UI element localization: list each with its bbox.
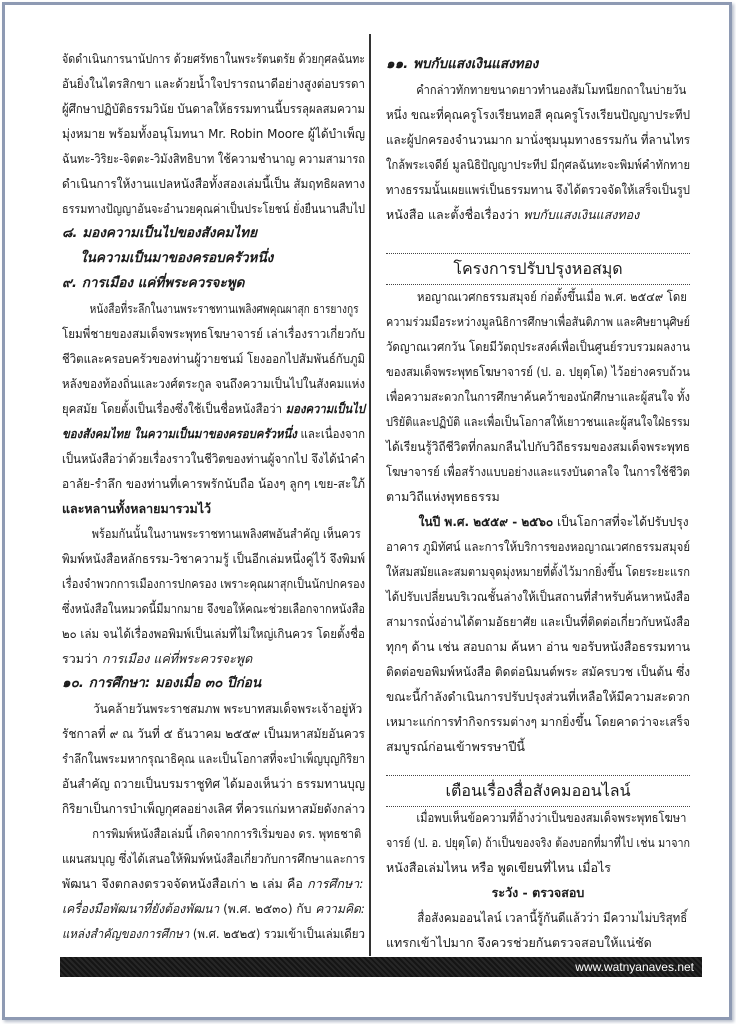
emphasis-text: มองความเป็นไป (285, 401, 365, 416)
text-line (62, 371, 365, 396)
text-line (62, 921, 365, 946)
text-span: ทางธรรมนั้นเผยแพร่เป็นธรรมทาน จึงได้ตรวจจัดให้เสร็จเป็นรูป (386, 182, 690, 197)
emphasis-text: พบกับแสงเงินแสงทอง (523, 207, 640, 222)
text-span: สื่อสังคมออนไลน์ เวลานี้รู้กันดีแล้วว่า มีความไม่บริสุทธิ์ (417, 910, 688, 925)
text-line (62, 896, 365, 921)
text-span: ปริยัติและปฏิบัติ และเพื่อเป็นโอกาสให้เยาวชนและผู้สนใจใฝ่ธรรม (386, 414, 690, 429)
text-line (62, 621, 365, 646)
text-line (62, 46, 365, 71)
section-heading (62, 246, 365, 271)
text-line (62, 196, 365, 221)
text-line (62, 771, 365, 796)
text-line (62, 871, 365, 896)
library-section-body (386, 284, 690, 759)
text-span: การพิมพ์หนังสือเล่มนี้ เกิดจากการริเริ่มของ ดร. พุทธชาติ (92, 826, 362, 841)
text-span: กิริยาเป็นการบำเพ็ญกุศลอย่างเลิศ ที่ควรแก่มหาสมัยดังกล่าว (62, 801, 365, 816)
text-span: พิมพ์หนังสือหลักธรรม-วิชาความรู้ เป็นอีกเล่มหนึ่งคู่ไว้ จึงพิมพ์ (62, 551, 365, 566)
text-line (386, 459, 690, 484)
emphasis-text: ของสังคมไทย ในความเป็นมาของครอบครัวหนึ่ง (62, 426, 297, 441)
text-line (62, 71, 365, 96)
text-line (62, 121, 365, 146)
text-line (386, 409, 690, 434)
text-line (386, 534, 690, 559)
text-span: ผู้ศึกษาปฏิบัติธรรมวินัย บันดาลให้ธรรมทานนี้บรรลุผลสมความ (62, 101, 365, 116)
text-span: (พ.ศ. ๒๕๓๐) กับ (219, 901, 316, 916)
text-span: พัฒนา จึงตกลงตรวจจัดหนังสือเก่า ๒ เล่ม คือ (62, 876, 308, 891)
emphasis-text: เครื่องมือพัฒนาที่ยังต้องพัฒนา (62, 901, 220, 916)
text-line (386, 359, 690, 384)
text-span: ได้ปรับเปลี่ยนบริเวณชั้นล่างให้เป็นสถานที่สำหรับค้นหาหนังสือ (386, 589, 690, 604)
text-line (62, 421, 365, 446)
text-line (386, 202, 690, 227)
text-span: ความร่วมมือระหว่างมูลนิธิการศึกษาเพื่อสันติภาพ และศิษยานุศิษย์ (386, 314, 690, 329)
footer-bar (60, 957, 702, 977)
text-span: เพื่อความสะดวกในการศึกษาค้นคว้าของนักศึกษาและผู้สนใจ ทั้ง (386, 389, 690, 404)
text-line (62, 746, 365, 771)
text-line (62, 846, 365, 871)
text-line (386, 880, 690, 905)
text-line (386, 384, 690, 409)
text-span: เป็นโอกาสที่จะได้ปรับปรุง (553, 514, 689, 529)
text-line (62, 696, 363, 721)
text-span: เป็นหนังสือว่าด้วยเรื่องราวในชีวิตของท่านผู้จากไป จึงได้นำคำ (62, 451, 365, 466)
section-title: โครงการปรับปรุงหอสมุด (453, 259, 623, 278)
emphasis-text: ความคิด: (315, 901, 365, 916)
section-heading (62, 671, 365, 696)
text-span: ๘. มองความเป็นไปของสังคมไทย (62, 225, 257, 241)
text-line (386, 930, 690, 955)
text-span: รัชกาลที่ ๙ ณ วันที่ ๕ ธันวาคม ๒๕๕๙ เป็นมหาสมัยอันควร (62, 726, 365, 741)
text-line (386, 805, 687, 830)
left-column (62, 46, 365, 946)
text-span: รำลึกในพระมหากรุณาธิคุณ และเป็นโอกาสที่จะบำเพ็ญบุญกิริยา (62, 751, 365, 766)
text-line (62, 521, 361, 546)
text-line (62, 396, 365, 421)
column-divider (369, 34, 371, 956)
text-span: รวมว่า (62, 651, 102, 666)
text-span: อันยิ่งในไตรสิกขา และด้วยน้ำใจปรารถนาดีอย่างสูงต่อบรรดา (62, 76, 365, 91)
text-span: ฉันทะ-วิริยะ-จิตตะ-วิมังสิทธิบาท ใช้ความชำนาญ ความสามารถ (62, 151, 365, 166)
text-line (386, 734, 690, 759)
text-line (62, 571, 365, 596)
text-line (386, 334, 690, 359)
text-line (62, 446, 365, 471)
text-span: วัดญาณเวศกวัน โดยมีวัตถุประสงค์เพื่อเป็นศูนย์รวบรวมผลงาน (386, 339, 690, 354)
text-span: ดำเนินการให้งานแปลหนังสือทั้งสองเล่มนี้เป็น สัมฤทธิผลทาง (62, 176, 365, 191)
text-line (386, 177, 690, 202)
section-header-social-media (386, 775, 690, 807)
text-span: อาลัย-รำลึก ของท่านที่เคารพรักนับถือ น้องๆ ลูกๆ เขย-สะใภ้ (62, 476, 365, 491)
text-span: คำกล่าวทักทายขนาดยาวทำนองสัมโมทนียกถาในบ่ายวัน (416, 82, 687, 97)
emphasis-text: การศึกษา: (307, 876, 364, 891)
text-span: หนังสือ และตั้งชื่อเรื่องว่า (386, 207, 524, 222)
text-span: จารย์ (ป. อ. ปยุตฺโต) ถ้าเป็นของจริง ต้องบอกที่มาที่ไป เช่น มาจาก (386, 835, 690, 850)
text-line (386, 584, 690, 609)
text-span: ให้สมสมัยและสมตามจุดมุ่งหมายที่ตั้งไว้มากยิ่งขึ้น โดยระยะแรก (386, 564, 690, 579)
text-line (62, 821, 362, 846)
section-header-library (386, 253, 690, 285)
text-span: โฆษาจารย์ เพื่อสร้างแบบอย่างและแรงบันดาลใจ ในการใช้ชีวิต (386, 464, 690, 479)
text-line (62, 321, 365, 346)
section-title: เตือนเรื่องสื่อสังคมออนไลน์ (445, 781, 631, 800)
text-span: พร้อมกันนั้นในงานพระราชทานเพลิงศพอันสำคัญ เห็นควร (91, 526, 361, 541)
text-line (386, 127, 690, 152)
text-span: หนึ่ง ขณะที่คุณครูโรงเรียนทอสี คุณครูโรงเรียนปัญญาประทีป (386, 107, 690, 122)
text-line (386, 830, 690, 855)
text-line (386, 684, 690, 709)
text-line (386, 659, 690, 684)
text-line (62, 346, 365, 371)
text-span: ในความเป็นมาของครอบครัวหนึ่ง (80, 250, 274, 266)
right-column-top (386, 52, 690, 227)
text-span: สมบูรณ์ก่อนเข้าพรรษาปีนี้ (386, 739, 525, 754)
text-line (62, 496, 365, 521)
text-span: ๒๐ เล่ม จนได้เรื่องพอพิมพ์เป็นเล่มที่ไม่ใหญ่เกินควร โดยตั้งชื่อ (62, 626, 365, 641)
emphasis-text: ในปี พ.ศ. ๒๕๕๙ - ๒๕๖๐ (418, 514, 554, 529)
text-span: ระวัง - ตรวจสอบ (491, 885, 585, 900)
text-span: หอญาณเวศกธรรมสมุจย์ ก่อตั้งขึ้นเมื่อ พ.ศ. ๒๕๔๙ โดย (416, 289, 687, 304)
text-span: ยุคสมัย โดยตั้งเป็นเรื่องซึ่งใช้เป็นชื่อหนังสือว่า (62, 401, 286, 416)
text-span: ใกล้พระเจดีย์ มูลนิธิปัญญาประทีป มีกุศลฉันทะจะพิมพ์คำทักทาย (386, 157, 690, 172)
text-span: ขณะนี้กำลังดำเนินการปรับปรุงส่วนที่เหลือให้มีความสะดวก (386, 689, 690, 704)
text-span: อันสำคัญ ถวายเป็นบรมราชูทิศ ได้มองเห็นว่า ธรรมทานบุญ (62, 776, 365, 791)
text-line (386, 634, 690, 659)
text-span: หนังสือเล่มไหน หรือ พูดเขียนที่ไหน เมื่อไร (386, 860, 612, 875)
text-span: ชีวิตและครอบครัวของท่านผู้วายชนม์ โยงออกไปสัมพันธ์กับภูมิ (62, 351, 365, 366)
text-span: หลังของท้องถิ่นและวงศ์ตระกูล จนถึงความเป็นไปในสังคมแห่ง (62, 376, 365, 391)
text-span: โยมพี่ชายของสมเด็จพระพุทธโฆษาจารย์ เล่าเรื่องราวเกี่ยวกับ (62, 326, 365, 341)
text-line (62, 96, 365, 121)
text-line (62, 796, 365, 821)
website-url: www.watnyanaves.net (575, 960, 694, 974)
text-span: ๙. การเมือง แค่ที่พระควรจะพูด (62, 275, 245, 291)
text-span: ธรรมทางปัญญาอันจะอำนวยคุณค่าเป็นประโยชน์ ยั่งยืนนานสืบไป (62, 201, 365, 216)
emphasis-text: และหลานทั้งหลายมารวมไว้ (62, 501, 212, 516)
section-heading (62, 221, 365, 246)
text-line (386, 284, 687, 309)
text-line (62, 721, 365, 746)
text-line (386, 905, 688, 930)
text-line (62, 596, 365, 621)
text-span: เหมาะแก่การทำกิจกรรมต่างๆ มากยิ่งขึ้น โดยคาดว่าจะเสร็จ (386, 714, 690, 729)
text-line (386, 77, 687, 102)
section-heading (62, 271, 365, 296)
emphasis-text: การเมือง แค่ที่พระควรจะพูด (101, 651, 253, 666)
text-line (386, 102, 690, 127)
section-heading (386, 52, 690, 77)
text-line (62, 471, 365, 496)
text-span: และเนื่องจาก (296, 426, 365, 441)
text-span: ทุกๆ ด้าน เช่น สอบถาม ค้นหา อ่าน ขอรับหนังสือธรรมทาน (386, 639, 690, 654)
text-line (62, 296, 359, 321)
text-span: แทรกเข้าไปมาก จึงควรช่วยกันตรวจสอบให้แน่ชัด (386, 935, 652, 950)
text-line (386, 152, 690, 177)
text-span: ของสมเด็จพระพุทธโฆษาจารย์ (ป. อ. ปยุตฺโต) ไว้อย่างครบถ้วน (386, 364, 690, 379)
text-span: อาคาร ภูมิทัศน์ และการให้บริการของหอญาณเวศกธรรมสมุจย์ (386, 539, 690, 554)
text-span: จัดดำเนินการนานัปการ ด้วยศรัทธาในพระรัตนตรัย ด้วยกุศลฉันทะ (62, 51, 365, 66)
text-line (386, 855, 690, 880)
text-span: เมื่อพบเห็นข้อความที่อ้างว่าเป็นของสมเด็จพระพุทธโฆษา (416, 810, 687, 825)
text-line (62, 146, 365, 171)
text-line (62, 546, 365, 571)
text-line (386, 709, 690, 734)
text-line (386, 484, 690, 509)
text-span: (พ.ศ. ๒๕๒๕) รวมเข้าเป็นเล่มเดียว (189, 926, 365, 941)
text-span: เรื่องจำพวกการเมืองการปกครอง เพราะคุณผาสุกเป็นนักปกครอง (62, 576, 365, 591)
text-span: ๑๑. พบกับแสงเงินแสงทอง (386, 56, 539, 72)
text-line (386, 559, 690, 584)
text-span: ตามวิถีแห่งพุทธธรรม (386, 489, 500, 504)
social-media-section-body (386, 805, 690, 955)
text-line (386, 609, 690, 634)
text-span: ติดต่อขอพิมพ์หนังสือ ติดต่อนิมนต์พระ สมัครบวช เป็นต้น ซึ่ง (386, 664, 690, 679)
text-line (62, 646, 365, 671)
text-span: ได้เรียนรู้วิถีชีวิตที่กลมกลืนไปกับวิถีธรรมของสมเด็จพระพุทธ (386, 439, 690, 454)
text-span: แผนสมบุญ ซึ่งได้เสนอให้พิมพ์หนังสือเกี่ยวกับการศึกษาและการ (62, 851, 365, 866)
text-span: หนังสือที่ระลึกในงานพระราชทานเพลิงศพคุณผาสุก ธารยางกูร (89, 301, 359, 316)
text-span: มุ่งหมาย พร้อมทั้งอนุโมทนา Mr. Robin Moore ผู้ได้บำเพ็ญ (62, 126, 365, 141)
text-line (386, 309, 690, 334)
text-span: ซึ่งหนังสือในหมวดนี้มีมากมาย จึงขอให้คณะช่วยเลือกจากหนังสือ (62, 601, 365, 616)
emphasis-text: แหล่งสำคัญของการศึกษา (62, 926, 190, 941)
text-span: และผู้ปกครองจำนวนมาก มานั่งชุมนุมทางธรรมกัน ที่ลานไทร (386, 132, 690, 147)
text-line (62, 171, 365, 196)
text-span: สามารถนั่งอ่านได้ตามอัธยาศัย และเป็นที่ติดต่อเกี่ยวกับหนังสือ (386, 614, 690, 629)
text-span: ๑๐. การศึกษา: มองเมื่อ ๓๐ ปีก่อน (62, 675, 262, 691)
text-line (386, 434, 690, 459)
text-span: วันคล้ายวันพระราชสมภพ พระบาทสมเด็จพระเจ้าอยู่หัว (93, 701, 363, 716)
text-line (386, 509, 689, 534)
